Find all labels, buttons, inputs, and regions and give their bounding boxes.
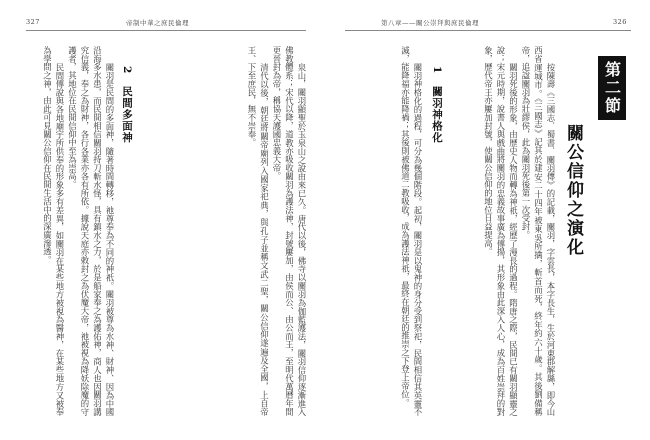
left-running-title: 帝制中華之庶民倫理 xyxy=(126,19,189,27)
section-number-band xyxy=(598,56,626,120)
left-page-body xyxy=(22,46,116,416)
right-page-intro-text xyxy=(453,46,557,416)
right-page-body xyxy=(348,46,424,416)
left-page-upper-text xyxy=(150,46,308,416)
right-header-rule xyxy=(345,30,631,31)
right-paragraph: 關羽神格化的過程，可分為幾個階段。起初，關羽是以鬼神的身分受到祭祀，民間相信其英靈不滅，能降福亦能降禍；其後則被佛道二教吸收，成為護法神祇，最終在朝廷的推崇之下登上帝位。 xyxy=(400,46,423,416)
section-heading-2: 2 民間多面神 xyxy=(121,66,133,144)
section-number: 第二節 xyxy=(602,61,622,115)
right-paragraph: 按陳壽《三國志．蜀書．關羽傳》的記載，關羽，字雲長，本字長生，生於河東郡解縣，即今山西省運城市。《三國志》記其於建安二十四年被東吳所擒，斬首而死，終年約六十歲。其後劉備稱帝，追諡關羽為壯繆侯，此為關羽死後第一次受封。 xyxy=(521,46,556,416)
left-page-number: 327 xyxy=(26,18,40,26)
section-title: 關公信仰之演化 xyxy=(563,124,583,257)
section-heading-1: 1 關羽神格化 xyxy=(431,66,443,144)
right-running-title: 第八章——關公崇拜與庶民倫理 xyxy=(381,19,479,27)
left-paragraph: 清代以後，朝廷將關帝廟列入國家祀典，與孔子並稱文武二聖，關公信仰遂遍及全國，上自帝王、下至庶民，無不崇奉。 xyxy=(247,46,270,416)
right-page-number: 326 xyxy=(613,18,627,26)
left-paragraph: 泉山，關羽顯聖於玉泉山之說由來已久。唐代以後，佛寺以關羽為伽藍護法，關羽信仰逐漸進入佛教體系；宋代以降，道教亦吸收關羽為護法神，封號屢加，由侯而公、由公而王，至明代萬曆年間更晉封為帝，稱協天護國忠義大帝。 xyxy=(272,46,307,416)
left-paragraph: 民間傳說與各地廟宇所供奉的形象多有差異，如關羽在某些地方被視為醫神，在某些地方又被奉為學問之神，由此可見關公信仰在民間生活中的深廣滲透。 xyxy=(42,46,65,416)
right-paragraph: 關羽死後的形象，由歷史人物而轉為神祇，經歷了漫長的過程。隋唐之際，民間已有關羽顯靈之說；宋元時期，說書人與戲曲將關羽的忠義故事廣為傳揚，其形象由此深入人心，成為百姓崇拜的對象，歷代帝王亦屢加封號，使關公信仰的地位日益提高。 xyxy=(483,46,519,416)
left-header-rule xyxy=(26,30,306,31)
left-paragraph: 關羽是民間的多面神，隨著時間轉移，祂尊奉為不同的神祇。關羽被尊為水神、財神、因為中國沿海多水患，而民間相信關羽持刀斬水怪，具有鎮水之力，於是船家奉之為護佑神，商人也因關羽講究信義，奉之為財神，各行各業亦各有所依。據說天庭亦敕封之為伏魔大帝，祂被視為降妖除魔的守護者，其地位在民間信仰中至為崇高。 xyxy=(67,46,115,416)
